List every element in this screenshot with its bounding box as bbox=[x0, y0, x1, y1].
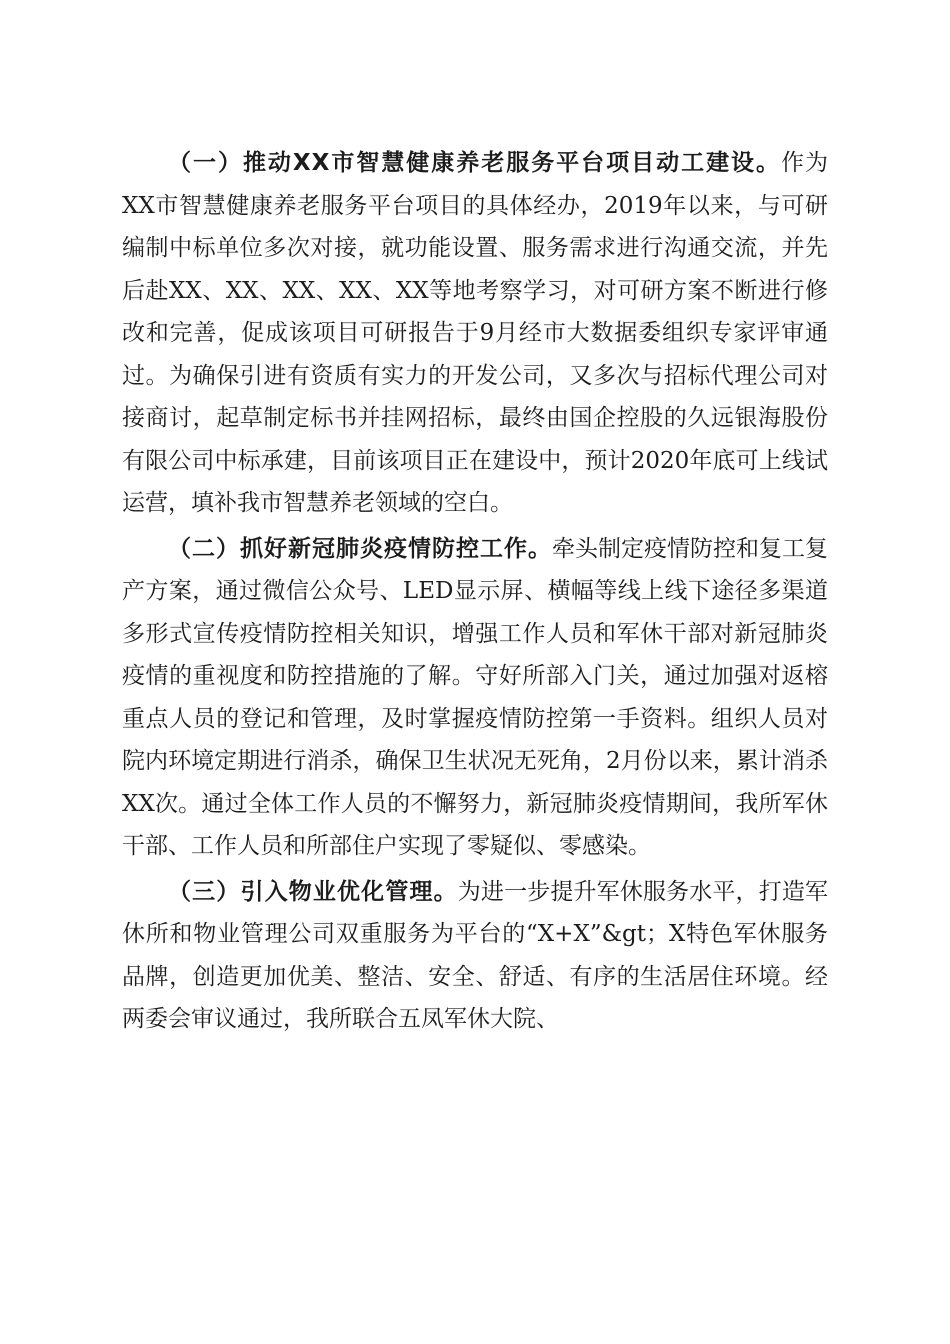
paragraph-3-body: 为进一步提升军休服务水平，打造军休所和物业管理公司双重服务为平台的“X+X”&gt；X特色军休服务品牌，创造更加优美、整洁、安全、舒适、有序的生活居住环境。经两委会审议通过，我所联合五凤军休大院、 bbox=[122, 878, 829, 1032]
paragraph-1-body: 作为XX市智慧健康养老服务平台项目的具体经办，2019年以来，与可研编制中标单位多次对接，就功能设置、服务需求进行沟通交流，并先后赴XX、XX、XX、XX、XX等地考察学习，对可研方案不断进行修改和完善，促成该项目可研报告于9月经市大数据委组织专家评审通过。为确保引进有资质有实力的开发公司，又多次与招标代理公司对接商讨，起草制定标书并挂网招标，最终由国企控股的久远银海股份有限公司中标承建，目前该项目正在建设中，预计2020年底可上线试运营，填补我市智慧养老领域的空白。 bbox=[122, 150, 829, 516]
paragraph-1-heading: （一）推动XX市智慧健康养老服务平台项目动工建设。 bbox=[168, 150, 782, 176]
paragraph-2 bbox=[122, 528, 828, 868]
paragraph-1 bbox=[122, 142, 828, 525]
paragraph-3-heading: （三）引入物业优化管理。 bbox=[168, 878, 458, 905]
paragraph-3 bbox=[122, 871, 828, 1041]
document-page bbox=[122, 142, 828, 1044]
paragraph-2-body: 牵头制定疫情防控和复工复产方案，通过微信公众号、LED显示屏、横幅等线上线下途径多渠道多形式宣传疫情防控相关知识，增强工作人员和军休干部对新冠肺炎疫情的重视度和防控措施的了解。守好所部入门关，通过加强对返榕重点人员的登记和管理，及时掌握疫情防控第一手资料。组织人员对院内环境定期进行消杀，确保卫生状况无死角，2月份以来，累计消杀XX次。通过全体工作人员的不懈努力，新冠肺炎疫情期间，我所军休干部、工作人员和所部住户实现了零疑似、零感染。 bbox=[122, 535, 828, 859]
paragraph-2-heading: （二）抓好新冠肺炎疫情防控工作。 bbox=[168, 535, 552, 562]
